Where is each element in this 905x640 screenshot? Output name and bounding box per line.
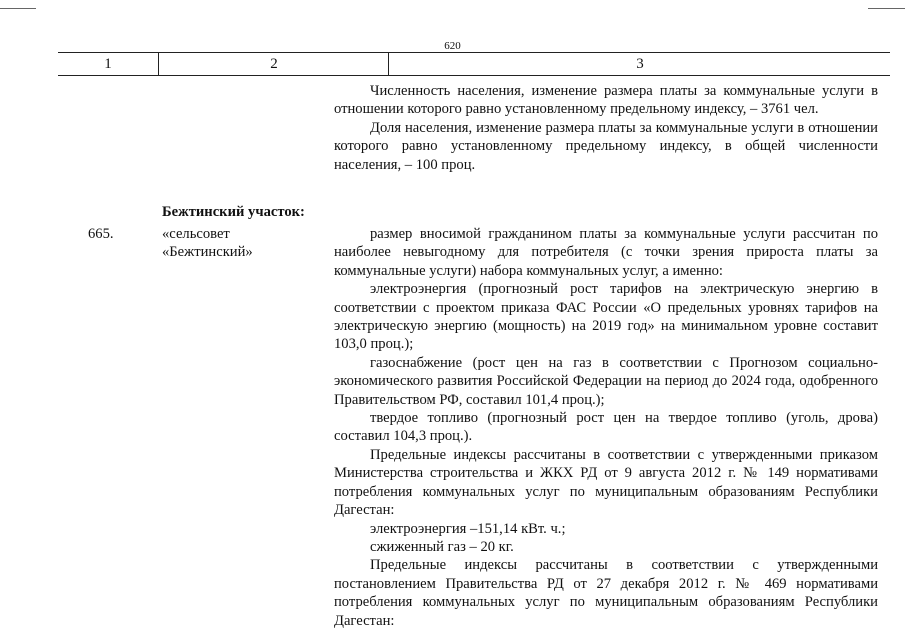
table-header-col-1: 1 (104, 56, 112, 72)
row-number: 665. (88, 226, 114, 242)
scan-edge-mark-right (868, 8, 905, 9)
row-municipality-name: «сельсовет «Бежтинский» (162, 226, 253, 261)
norms-order-paragraph: Предельные индексы рассчитаны в соответствии с утвержденными приказом Министерства строительства и ЖКХ РД от 9 августа 2012 г. № 149 нормативами потребления коммунальных услуг по муниципальным образованиям Республики Дагестан: (334, 446, 878, 519)
population-share-paragraph: Доля населения, изменение размера платы за коммунальные услуги в отношении которого равно установленному предельному индексу, в общей численности населения, – 100 проц. (334, 119, 878, 173)
table-header-col-2: 2 (158, 53, 389, 75)
table-header-col-3: 3 (388, 53, 891, 75)
norms-resolution-paragraph: Предельные индексы рассчитаны в соответствии с утвержденными постановлением Правительства РД от 27 декабря 2012 г. № 469 нормативами потребления коммунальных услуг по муниципальным образованиям Республики Дагестан: (334, 557, 878, 629)
table-header-row (58, 52, 890, 76)
row-description (334, 225, 878, 630)
population-count-paragraph: Численность населения, изменение размера платы за коммунальные услуги в отношении которого равно установленному предельному индексу, – 3761 чел. (334, 83, 878, 118)
electricity-paragraph: электроэнергия (прогнозный рост тарифов на электрическую энергию в соответствии с проектом приказа ФАС России «О предельных уровнях тарифов на электрическую энергию (мощность) на 2019 год» на минимальном уровне составит 103,0 проц.); (334, 281, 878, 353)
page-number: 620 (444, 40, 461, 52)
section-heading: Бежтинский участок: (162, 204, 305, 220)
scan-edge-mark-left (0, 8, 36, 9)
previous-row-continuation (334, 82, 878, 174)
gas-paragraph: газоснабжение (рост цен на газ в соответствии с Прогнозом социально-экономического развития Российской Федерации на период до 2024 года, одобренного Правительством РФ, составил 101,4 проц.); (334, 354, 878, 408)
description-paragraph: размер вносимой гражданином платы за коммунальные услуги рассчитан по наиболее невыгодному для потребителя (с точки зрения прироста платы за коммунальные услуги) набора коммунальных услуг, а именно: (334, 226, 878, 279)
electricity-norm-item: электроэнергия –151,14 кВт. ч.; (370, 520, 566, 537)
solid-fuel-paragraph: твердое топливо (прогнозный рост цен на твердое топливо (уголь, дрова) составил 104,3 проц.). (334, 410, 878, 445)
gas-norm-item: сжиженный газ – 20 кг. (370, 538, 514, 555)
